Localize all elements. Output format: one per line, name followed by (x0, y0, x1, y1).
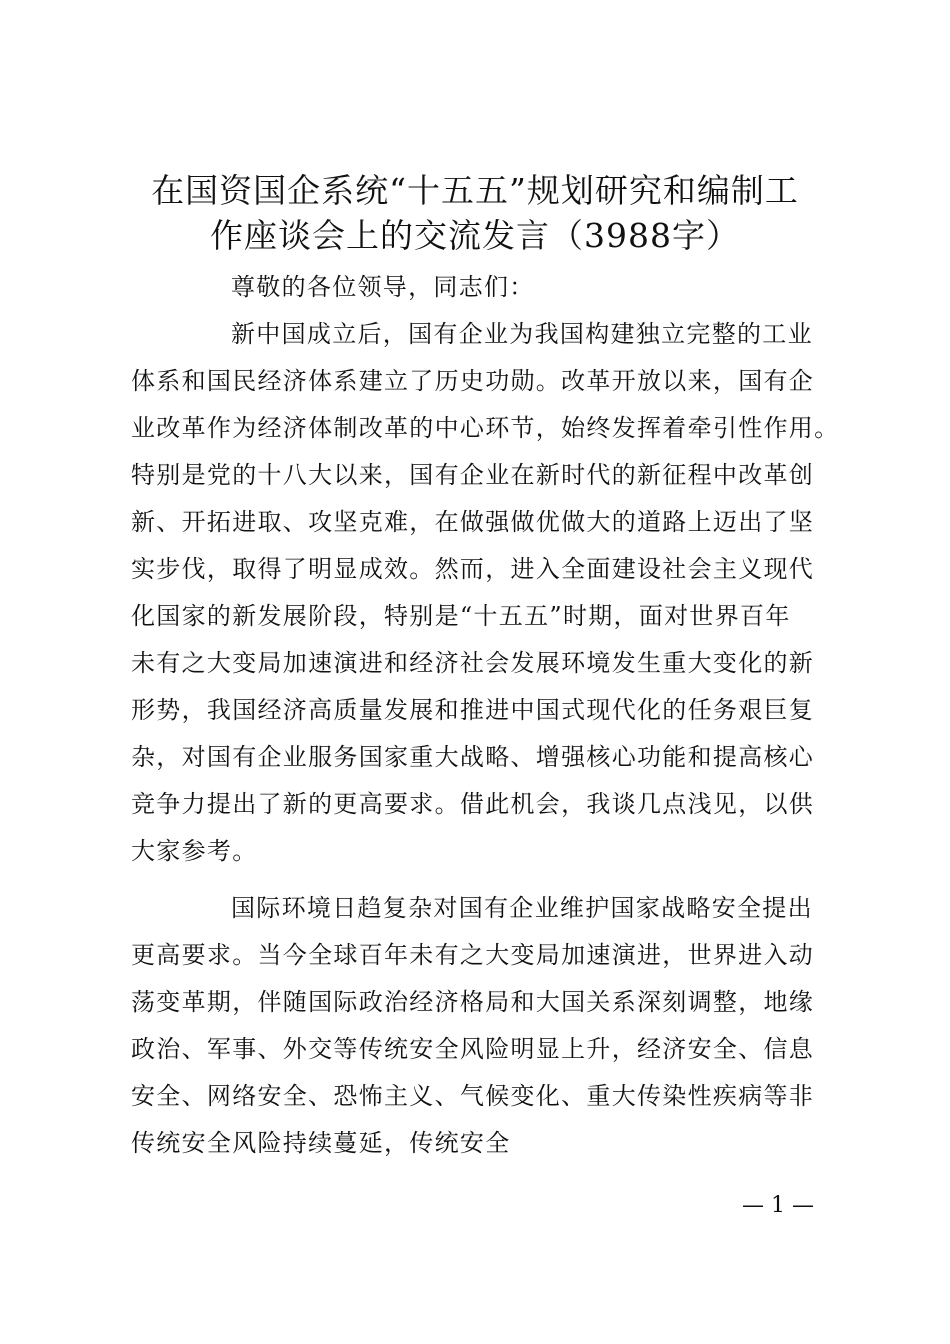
paragraph-line: 新中国成立后，国有企业为我国构建独立完整的工业 (231, 320, 813, 348)
paragraph-line: 安全、网络安全、恐怖主义、气候变化、重大传染性疾病等非 (131, 1082, 815, 1110)
paragraph-line: 传统安全风险持续蔓延，传统安全 (131, 1129, 511, 1157)
paragraph-line: 荡变革期，伴随国际政治经济格局和大国关系深刻调整，地缘 (131, 988, 815, 1016)
page-number: — 1 — (742, 1193, 814, 1218)
paragraph-line: 竞争力提出了新的更高要求。借此机会，我谈几点浅见，以供 (131, 790, 815, 818)
paragraph-1 (131, 311, 840, 875)
paragraph-line: 国际环境日趋复杂对国有企业维护国家战略安全提出 (231, 894, 813, 922)
salutation: 尊敬的各位领导，同志们： (231, 273, 535, 301)
paragraph-line: 化国家的新发展阶段，特别是“十五五”时期，面对世界百年 (131, 602, 791, 630)
paragraph-line: 形势，我国经济高质量发展和推进中国式现代化的任务艰巨复 (131, 696, 815, 724)
paragraph-line: 新、开拓进取、攻坚克难，在做强做优做大的道路上迈出了坚 (131, 508, 815, 536)
paragraph-line: 政治、军事、外交等传统安全风险明显上升，经济安全、信息 (131, 1035, 815, 1063)
title-line: 作座谈会上的交流发言（3988字） (210, 216, 740, 255)
paragraph-line: 大家参考。 (131, 837, 258, 865)
paragraph-line: 特别是党的十八大以来，国有企业在新时代的新征程中改革创 (131, 461, 815, 489)
paragraph-line: 体系和国民经济体系建立了历史功勋。改革开放以来，国有企 (131, 367, 815, 395)
paragraph-line: 更高要求。当今全球百年未有之大变局加速演进，世界进入动 (131, 941, 815, 969)
paragraph-spacer (131, 875, 821, 885)
paragraph-line: 实步伐，取得了明显成效。然而，进入全面建设社会主义现代 (131, 555, 815, 583)
paragraph-2 (131, 885, 821, 1167)
paragraph-line: 业改革作为经济体制改革的中心环节，始终发挥着牵引性作用。 (131, 414, 840, 442)
title-line: 在国资国企系统“十五五”规划研究和编制工 (151, 171, 799, 210)
document-body (131, 264, 840, 1167)
paragraph-line: 杂，对国有企业服务国家重大战略、增强核心功能和提高核心 (131, 743, 815, 771)
document-title (120, 168, 830, 258)
paragraph-line: 未有之大变局加速演进和经济社会发展环境发生重大变化的新 (131, 649, 815, 677)
